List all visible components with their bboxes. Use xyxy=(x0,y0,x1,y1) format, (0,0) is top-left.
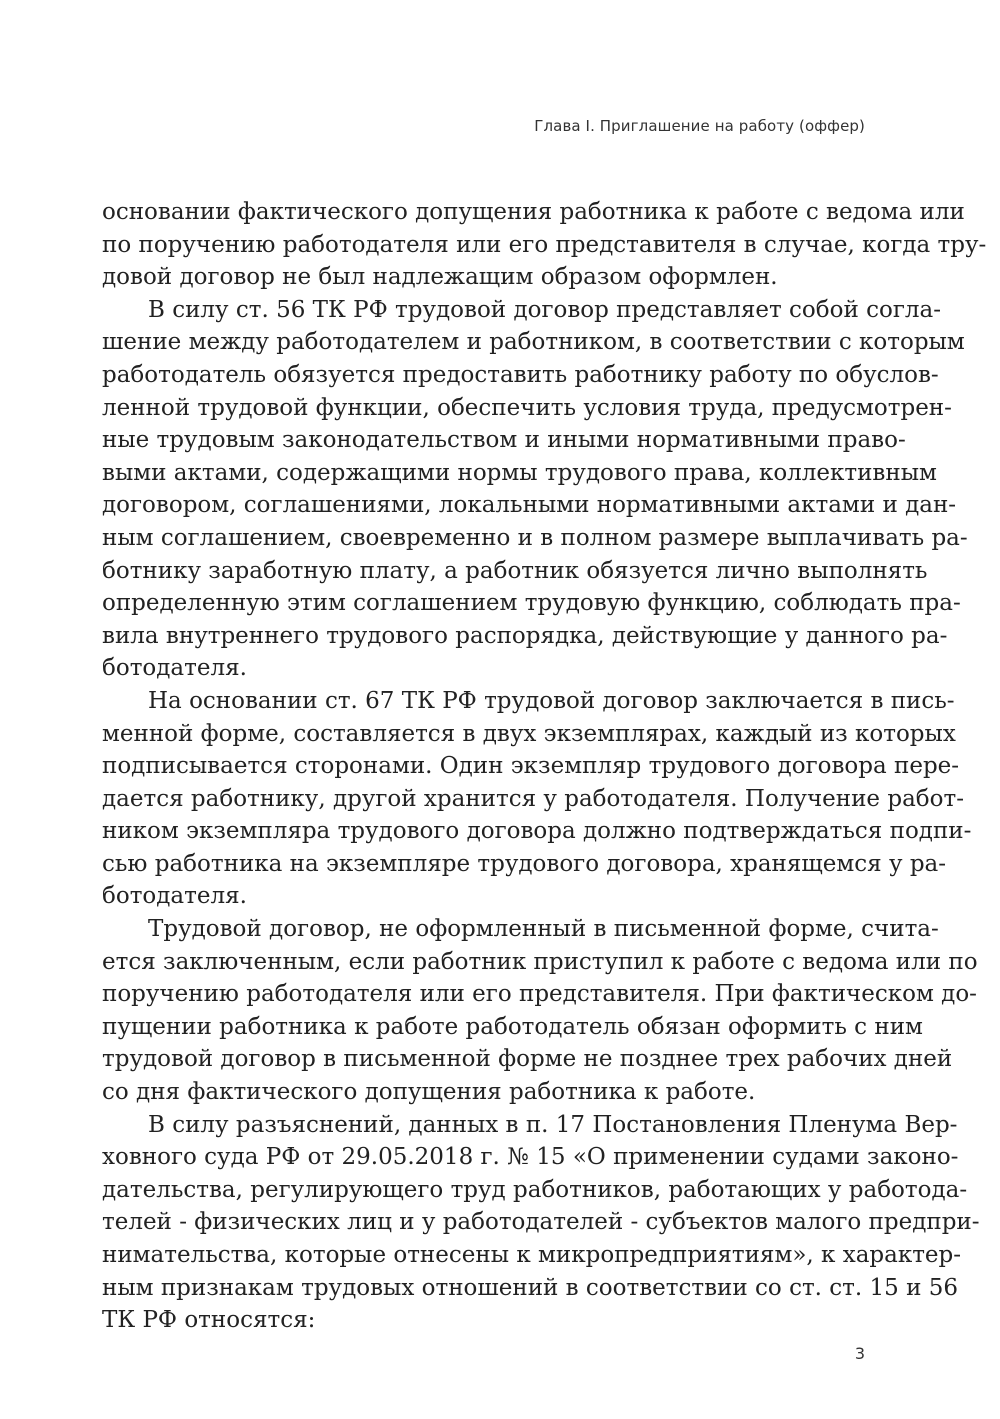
text-line: В силу ст. 56 ТК РФ трудовой договор представляет собой согла- xyxy=(148,296,941,323)
text-line: ботодателя. xyxy=(102,883,247,910)
text-line: ховного суда РФ от 29.05.2018 г. № 15 «О применении судами законо- xyxy=(102,1144,959,1171)
text-line: выми актами, содержащими нормы трудового права, коллективным xyxy=(102,459,937,486)
text-line: подписывается сторонами. Один экземпляр трудового договора пере- xyxy=(102,753,960,780)
text-line: В силу разъяснений, данных в п. 17 Постановления Пленума Вер- xyxy=(148,1111,958,1138)
text-line: по поручению работодателя или его представителя в случае, когда тру- xyxy=(102,231,987,258)
text-line: основании фактического допущения работника к работе с ведома или xyxy=(102,199,965,225)
text-line: ным признакам трудовых отношений в соответствии со ст. ст. 15 и 56 xyxy=(102,1274,959,1301)
body-text xyxy=(102,196,987,1337)
text-line: ется заключенным, если работник приступил к работе с ведома или по xyxy=(102,948,978,975)
paragraph-unwritten-contract xyxy=(102,913,978,1109)
text-line: дается работнику, другой хранится у работодателя. Получение работ- xyxy=(102,785,964,812)
text-line: шение между работодателем и работником, в соответствии с которым xyxy=(102,329,965,356)
text-line: со дня фактического допущения работника к работе. xyxy=(102,1079,756,1106)
paragraph-article-56 xyxy=(102,294,968,685)
text-line: договором, соглашениями, локальными нормативными актами и дан- xyxy=(102,492,957,519)
text-line: ленной трудовой функции, обеспечить условия труда, предусмотрен- xyxy=(102,394,952,421)
text-line: Трудовой договор, не оформленный в письменной форме, счита- xyxy=(148,916,939,943)
text-line: нимательства, которые отнесены к микропредприятиям», к характер- xyxy=(102,1242,962,1268)
page-number: 3 xyxy=(854,1344,865,1363)
paragraph-article-67 xyxy=(102,685,972,913)
text-line: ботодателя. xyxy=(102,655,247,682)
text-line: сью работника на экземпляре трудового договора, хранящемся у ра- xyxy=(102,850,947,877)
text-line: телей - физических лиц и у работодателей - субъектов малого предпри- xyxy=(102,1209,980,1236)
text-line: На основании ст. 67 ТК РФ трудовой договор заключается в пись- xyxy=(148,687,955,714)
text-line: дательства, регулирующего труд работников, работающих у работода- xyxy=(102,1176,968,1203)
running-header-chapter-title: Глава I. Приглашение на работу (оффер) xyxy=(534,117,865,135)
paragraph-plenum-resolution xyxy=(102,1109,980,1337)
text-line: вила внутреннего трудового распорядка, действующие у данного ра- xyxy=(102,622,948,649)
text-line: работодатель обязуется предоставить работнику работу по обуслов- xyxy=(102,361,939,388)
text-line: менной форме, составляется в двух экземплярах, каждый из которых xyxy=(102,720,956,747)
text-line: ТК РФ относятся: xyxy=(102,1307,316,1334)
text-line: пущении работника к работе работодатель обязан оформить с ним xyxy=(102,1013,923,1040)
text-line: трудовой договор в письменной форме не позднее трех рабочих дней xyxy=(102,1046,953,1073)
text-line: довой договор не был надлежащим образом оформлен. xyxy=(102,264,778,291)
text-line: ным соглашением, своевременно и в полном размере выплачивать ра- xyxy=(102,524,968,551)
text-line: определенную этим соглашением трудовую функцию, соблюдать пра- xyxy=(102,590,961,617)
paragraph-continuation xyxy=(102,196,987,294)
text-line: ником экземпляра трудового договора должно подтверждаться подпи- xyxy=(102,818,972,845)
text-line: ные трудовым законодательством и иными нормативными право- xyxy=(102,427,906,454)
text-line: поручению работодателя или его представителя. При фактическом до- xyxy=(102,981,977,1008)
text-line: ботнику заработную плату, а работник обязуется лично выполнять xyxy=(102,557,928,584)
